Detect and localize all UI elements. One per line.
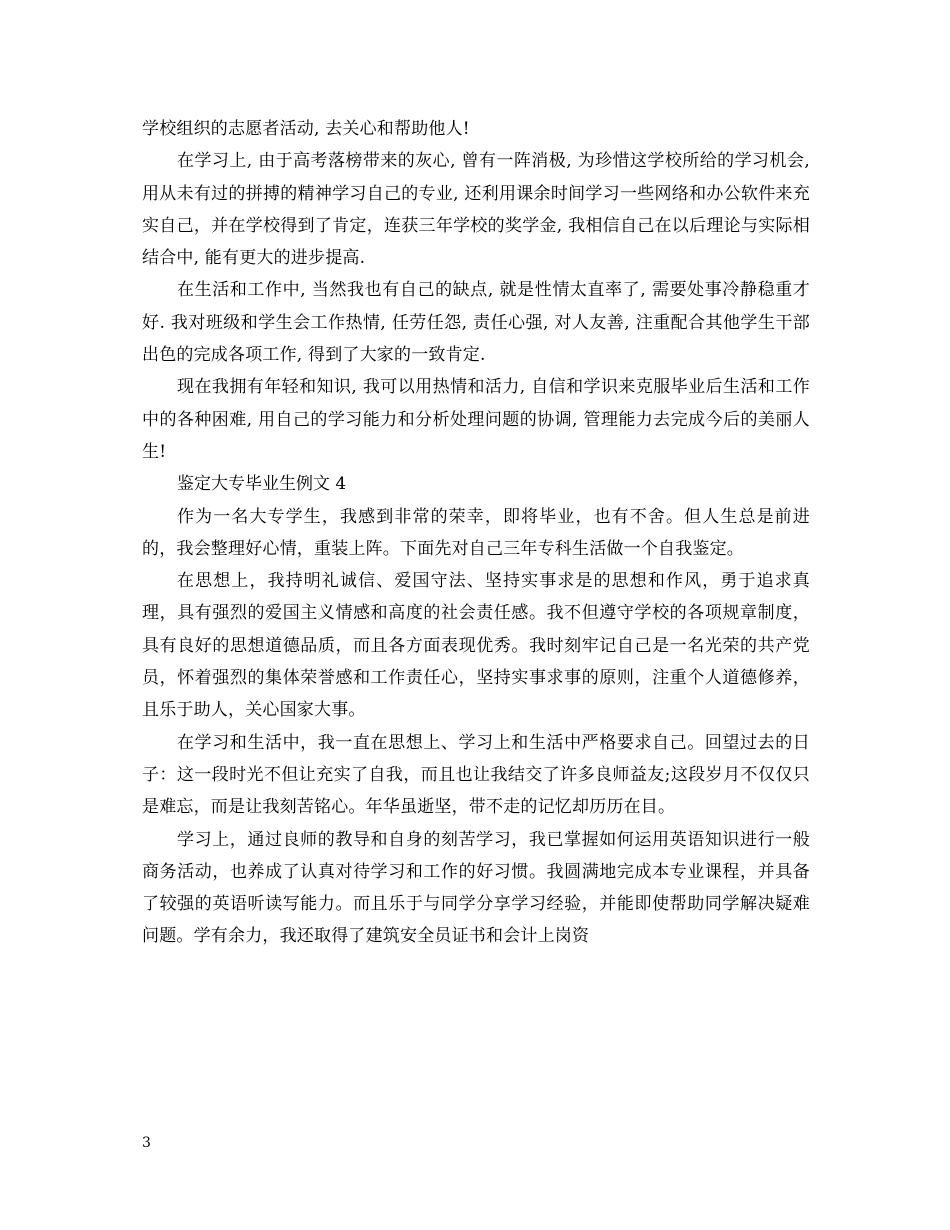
paragraph-study: 在学习上, 由于高考落榜带来的灰心, 曾有一阵消极, 为珍惜这学校所给的学习机会, 用从未有过的拼搏的精神学习自己的专业, 还利用课余时间学习一些网络和办公软件来充实自己，并在学校得到了肯定，连获三年学校的奖学金, 我相信自己在以后理论与实际相结合中, 能有更大的进步提高. <box>142 151 810 269</box>
paragraph-thought: 在思想上，我持明礼诚信、爱国守法、坚持实事求是的思想和作风，勇于追求真理，具有强烈的爱国主义情感和高度的社会责任感。我不但遵守学校的各项规章制度，具有良好的思想道德品质，而且各方面表现优秀。我时刻牢记自己是一名光荣的共产党员，怀着强烈的集体荣誉感和工作责任心，坚持实事求事的原则，注重个人道德修养，且乐于助人，关心国家大事。 <box>142 571 810 721</box>
paragraph-future: 现在我拥有年轻和知识, 我可以用热情和活力, 自信和学识来克服毕业后生活和工作中的各种困难, 用自己的学习能力和分析处理问题的协调, 管理能力去完成今后的美丽人生! <box>142 377 810 462</box>
section-heading: 鉴定大专毕业生例文 4 <box>177 474 347 495</box>
paragraph-life-work: 在生活和工作中, 当然我也有自己的缺点, 就是性情太直率了, 需要处事冷静稳重才好. 我对班级和学生会工作热情, 任劳任怨, 责任心强, 对人友善, 注重配合其他学生干部出色的完成各项工作, 得到了大家的一致肯定. <box>142 280 810 366</box>
paragraph-continuation: 学校组织的志愿者活动, 去关心和帮助他人! <box>142 119 470 139</box>
paragraph-learning: 学习上，通过良师的教导和自身的刻苦学习，我已掌握如何运用英语知识进行一般商务活动，也养成了认真对待学习和工作的好习惯。我圆满地完成本专业课程，并具备了较强的英语听读写能力。而且乐于与同学分享学习经验，并能即使帮助同学解决疑难问题。学有余力，我还取得了建筑安全员证书和会计上岗资 <box>142 829 810 947</box>
document-body <box>142 113 810 953</box>
paragraph-study-life: 在学习和生活中，我一直在思想上、学习上和生活中严格要求自己。回望过去的日子：这一段时光不但让充实了自我，而且也让我结交了许多良师益友;这段岁月不仅仅只是难忘，而是让我刻苦铭心。年华虽逝坚，带不走的记忆却历历在目。 <box>142 732 810 818</box>
page-number: 3 <box>142 1135 151 1151</box>
paragraph-intro: 作为一名大专学生，我感到非常的荣幸，即将毕业，也有不舍。但人生总是前进的，我会整理好心情，重装上阵。下面先对自己三年专科生活做一个自我鉴定。 <box>142 506 810 559</box>
